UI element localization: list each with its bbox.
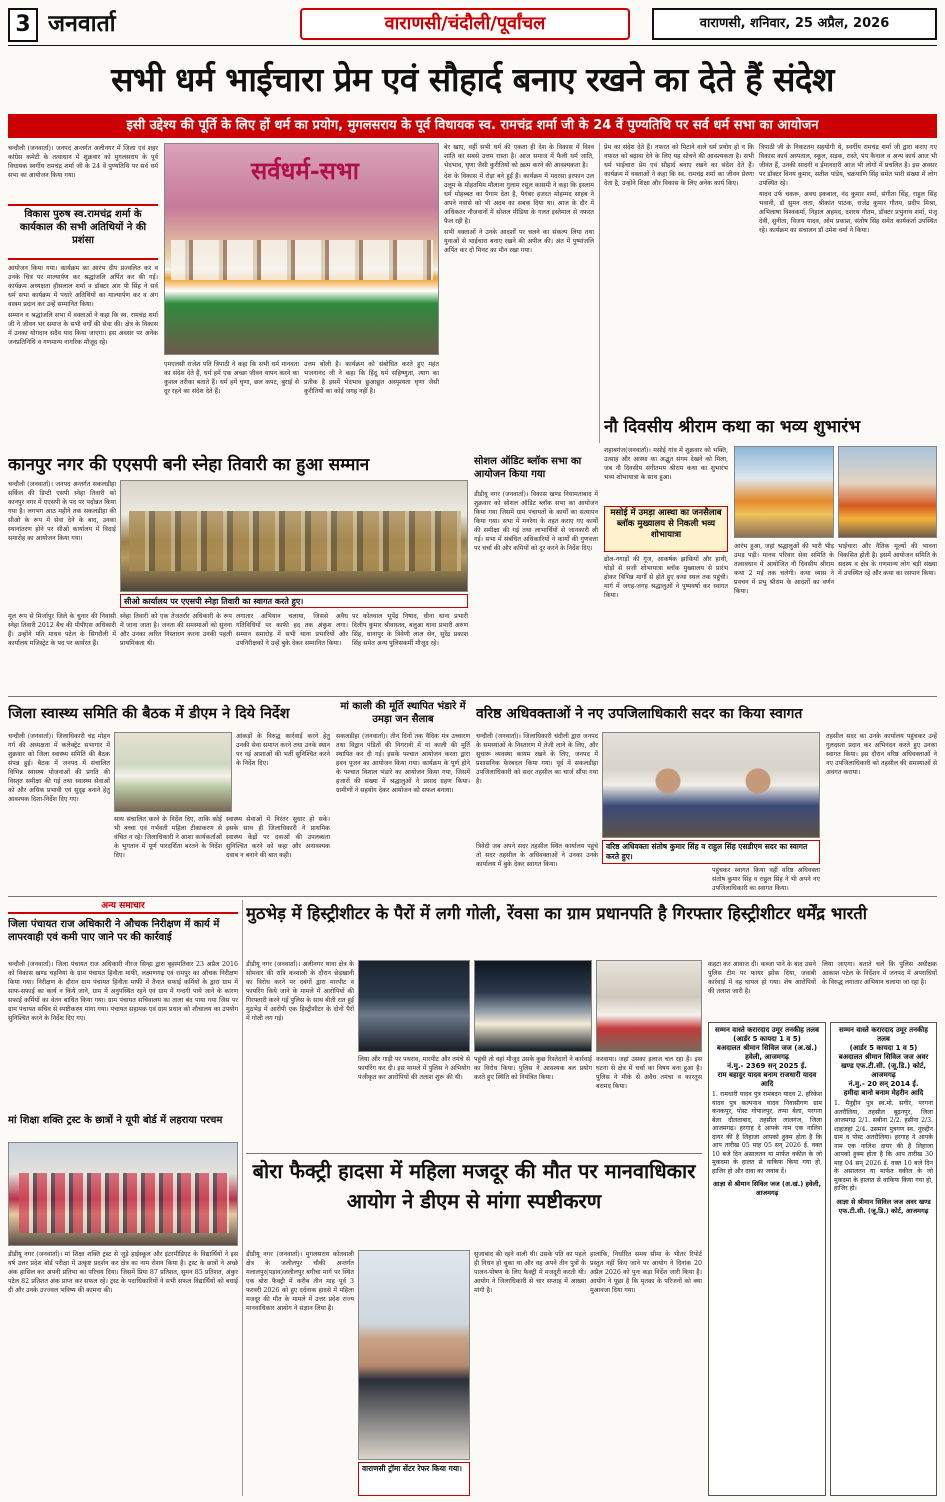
health-para-4: स्वास्थ्य सेवाओं में निरंतर सुधार हो सके। इसके साथ ही जिलाधिकारी ने प्राथमिक स्वास्थ्य केंद्रों पर दवाओं की उपलब्धता सुनिश्चित करने को कहा और अनावश्यक दवाब न बनाने की बात कही।	[226, 816, 330, 859]
lead-para-7: प्रेम का संदेश देते हैं। नफरत को मिटाने वाले धर्म प्रयोग हो न कि नफरत को बढ़ावा देने के लिए यह सोचने की आवश्यकता है। सभी धर्म भाईचारा प्रेम एवं सौहार्द बनाए रखने का संदेश देते हैं। कार्यक्रम में वक्ताओं ने कहा कि स्व. रामचंद्र शर्मा का जीवन प्रेरणा देता है, उन्होंने शिक्षा और विकास के लिए अनेक कार्य किए।	[604, 144, 754, 187]
lead-body-col5	[604, 143, 754, 408]
sneha-para-4: लगातार अभियान चलाया, जिससे अवैध गतिविधियों पर काफी हद तक अंकुश लगा। सम्मान समारोह में सभी थाना प्रभारियों और उपनिरीक्षकों ने उन्हें बुके देकर सम्मानित किया।	[236, 613, 348, 647]
divider-lead-audit	[599, 143, 600, 443]
katha-headline: नौ दिवसीय श्रीराम कथा का भव्य शुभारंभ	[604, 417, 861, 437]
audit-headline: सोशल ऑडिट ब्लॉक सभा का आयोजन किया गया	[474, 456, 582, 480]
sneha-para-3: स्नेहा तिवारी को एक तेजतर्रार अधिकारी के रूप में जाना जाता है। जनता की समस्याओं को सुनना और उनका त्वरित निस्तारण करना उनकी पहली प्राथमिकता थी।	[120, 613, 232, 647]
notice-2-sign: आज्ञा से श्रीमान सिविल जज अवर खण्ड एफ.टी.सी. (जू.डि.) कोर्ट, आजमगढ़	[836, 1197, 931, 1215]
health-body-1	[8, 732, 110, 892]
lead-photo-banner: सर्वधर्म-सभा	[251, 156, 359, 185]
notice-2-courtb: बअदालत श्रीमान सिविल जज अवर खण्ड एफ.टी.सी. (जू.डि.) कोर्ट, आजमगढ़	[838, 1053, 929, 1079]
katha-para-4: भाईचारा और नैतिक मूल्यों की भावना विकसित होती है। इसमें आयोजन समिति के सदस्य व क्षेत्र के गणमान्य लोग बड़ी संख्या में उपस्थित रहे और कथा का रसपान किया।	[838, 543, 937, 577]
sneha-body-2	[8, 612, 116, 692]
notice-1-party: राम बहादुर यादव बनाम राजधारी यादव आदि	[717, 1071, 817, 1088]
advocates-caption: वरिष्ठ अधिवक्ता संतोष कुमार सिंह व राहुल सिंह एसडीएम सदर का स्वागत करते हुए।	[602, 840, 820, 864]
lead-body-col3	[304, 360, 439, 450]
lead-strap: इसी उद्देश्य की पूर्ति के लिए हों धर्म का प्रयोग, मुगलसराय के पूर्व विधायक स्व. रामचंद्र शर्मा जी के 24 वें पुण्यतिथि पर सर्व धर्म सभा का आयोजन	[8, 114, 937, 138]
notice-1-case: नं.मु.- 2369 सन् 2025 ई.	[727, 1062, 807, 1070]
lead-para-6: देश के विकास में रोड़ा बने हुई हैं। कार्यक्रम में मदरसा इरफान उल उलूम के मोहतमिम मौलाना गुलाम रसूल कासमी ने कहा कि इस्लाम धर्म मोहब्बत का पैगाम देता है, पैगंबर हजरत मोहम्मद साहब ने अपने नवासे को भी अदब का सबक दिया था। आज के दौर में अधिकतर नौजवानों में सोशल मीडिया के गलत इस्तेमाल से नफरत फैल रही है।	[444, 173, 594, 225]
briefs-photo	[8, 1142, 238, 1246]
lead-para-1: चन्दौली (जनवार्ता)। जनपद अन्तर्गत अलीनगर में जिला एवं शहर कांग्रेस कमेटी के तत्वाधान में शुक्रवार को मुगलसराय के पूर्व विधायक स्वर्गीय रामचंद्र शर्मा जी के 24 वें पुण्यतिथि पर सर्व धर्म सभा का आयोजन किया गया।	[8, 145, 158, 179]
notice-1-body: 1. रामधारी यादव पुत्र रामबदन यादव 2. हरिकेश यादव पुत्र कल्पनाथ यादव निवासीगण ग्राम कनकपुर, पोस्ट गोपालपुर, तप्पा बेला, परगना बेला दौलताबाद, तहसील लालगंज, जिला आजमगढ़। हरगाह दे आपके नाम एक नालिश दायर की है लिहाजा आपको हुक्म होता है कि आप तारीख 05 माह 05 सन् 2026 ई. वक्त 10 बजे दिन असालतन या मार्फत वकील के जो मुकदमा के हालत से वाकिफ किया गया हो, हाजिर हो और दावा का जवाब दें।	[712, 1091, 822, 1175]
kali-body	[336, 732, 470, 892]
encounter-para-5: कहटा कर आवाज दी। कब्जा पाने के बाद उसने पुलिस टीम पर फायर झोंक दिया, जवाबी कार्रवाई में वह घायल हो गया। शेष आरोपियों की तलाश जारी है।	[708, 961, 816, 995]
encounter-photo-1	[358, 960, 470, 1052]
advocates-para-1: चन्दौली (जनवार्ता)। जिलाधिकारी चंदौली द्वारा जनपद के समस्याओं के निस्तारण में तेजी लाने के लिए, और सुचारू व्यवस्था कायम रखने के लिए, जनपद में प्रशासनिक फेरबदल किया गया। पूर्व में सकलडीहा उपजिलाधिकारी को सदर तहसील का चार्ज सौंपा गया है।	[476, 733, 598, 785]
lead-body-col2	[164, 360, 299, 450]
page-number-box	[8, 8, 38, 42]
briefs-b2-text: डीडीयू नगर (जनवार्ता)। मां शिक्षा शक्ति ट्रस्ट से जुड़े हाईस्कूल और इंटरमीडिएट के विद्यार्थियों ने इस वर्ष उत्तर प्रदेश बोर्ड परीक्षा में उत्कृष्ट प्रदर्शन कर क्षेत्र का नाम रोशन किया है। ट्रस्ट के छात्रों ने अच्छे अंक हासिल कर अपनी प्रतिभा का परिचय दिया। जिसमें प्रिया 87 प्रतिशत, सुमन 85 प्रतिशत, अंकुर पटेल 82 प्रतिशत अंक प्राप्त कर सफल रहे। ट्रस्ट के पदाधिकारियों ने सभी सफल विद्यार्थियों को बधाई दी और उनके उज्ज्वल भविष्य की कामना की।	[8, 1251, 238, 1294]
pullquote-box	[8, 204, 158, 260]
advocates-body-4	[712, 866, 820, 892]
encounter-para-3: पहुंची तो वहां मौजूद उसके कुछ रिश्तेदारों ने कार्रवाई का विरोध किया। पुलिस ने आवश्यक बल प्रयोग करते हुए स्थिति को नियंत्रित किया।	[474, 1056, 592, 1081]
advocates-para-3: तहसील सदर का उनके कार्यालय पहुंचकर उन्हें गुलदस्ता प्रदान कर अभिनंदन करते हुए उनका स्वागत किया। इस दौरान वरिष्ठ अधिवक्ताओं ने नए उपजिलाधिकारी को तहसील की समस्याओं से अवगत कराया।	[826, 733, 937, 776]
katha-body-1	[604, 446, 728, 504]
kali-para: सकलडीहा (जनवार्ता)। तीन दिनों तक वैदिक मंत्र उच्चारण तथा विद्वान पंडितों की निगरानी में मां काली की मूर्ति स्थापित कर दी गई। इसके पश्चात आयोजन करता द्वारा हवन पूजन का आयोजन किया गया। कार्यक्रम के पूर्ण होने के पश्चात विशाल भंडारे का आयोजन किया गया, जिसमें हजारों की संख्या में श्रद्धालुओं ने प्रसाद ग्रहण किया। ग्रामीणों ने सहयोग देकर आयोजन को सफल बनाया।	[336, 733, 470, 794]
encounter-para-6: लिया जाएगा। बताते चलें कि पुलिस अधीक्षक आकाश पटेल के निर्देशन में जनपद में अपराधियों के विरुद्ध लगातार अभियान चलाया जा रहा है।	[822, 961, 937, 986]
encounter-body-3	[474, 1055, 592, 1150]
lead-para-2: आयोजन किया गया। कार्यक्रम का आरंभ दीप प्रज्वलित कर व उनके चित्र पर माल्यार्पण कर श्रद्धांजलि अर्पित कर की गई। कार्यक्रम अध्यक्षता हौसलाल शर्मा व डॉक्टर आर पी सिंह ने सर्व धर्म सभा कार्यक्रम में पधारे अतिथियों का माल्यार्पण कर व अंग वस्त्रम प्रदान कर उन्हें सम्मानित किया।	[8, 265, 158, 308]
briefs-b1	[8, 960, 238, 1110]
sneha-para-1: चन्दौली (जनवार्ता)। जनपद अन्तर्गत सकलडीहा सर्किल की डिप्टी एसपी स्नेहा तिवारी को कानपुर नगर में एएसपी के पद पर पदोन्नत किया गया है। लगभग आठ महीने तक सकलडीहा की सीओ के रूप में सेवा देने के बाद, उनका स्थानांतरण होने पर सीओ कार्यालय में विदाई समारोह का आयोजन किया गया।	[8, 481, 116, 542]
health-body-4	[226, 815, 330, 893]
advocates-body-1	[476, 732, 598, 838]
encounter-body-5	[708, 960, 816, 1018]
health-para-2: आंकड़ों के विरुद्ध कार्रवाई करने हेतु उनकी सेवा समाप्त करने तथा उनके स्थान पर नई आशाओं की भर्ती सुनिश्चित करने के निर्देश दिए।	[236, 733, 330, 767]
section-title: वाराणसी/चंदौली/पूर्वांचल	[300, 8, 630, 40]
notice-2	[830, 1022, 937, 1496]
lead-photo-people	[171, 240, 433, 280]
sneha-para-5: पर कोतवाल भूपेंद्र निषाद, धीना थाना प्रभारी दिलीप कुमार श्रीवास्तव, बलुआ थाना प्रभारी अरुण सिंह, धानापुर के त्रिवेणी लाल सेन, सुरेंद्र प्रकाश सिंह समेत अन्य पुलिसकर्मी मौजूद रहे।	[352, 613, 468, 647]
lead-para-3: एमएलसी राजेश पति त्रिपाठी ने कहा कि सभी धर्म मानवता का संदेश देते हैं, धर्म हमें एक अच्छा जीवन यापन करने का कुशल तरीका बताते हैं। धर्म हमें घृणा, छल कपट, बुराई से दूर रहने का संदेश देते हैं।	[164, 361, 299, 395]
lead-para-9: यादव उर्फ चकरू, अवध इकबाल, नंद कुमार शर्मा, संगीता सिंह, राहुल सिंह भवानी, डॉ सुमन लता, श्रीकांत पाठक, राजेंद्र कुमार गौतम, प्रदीप मिश्रा, अभिलाषा विश्वकर्मा, निहाल अहमद, दशरथ गौतम, डॉक्टर प्रभुनाथ शर्मा, मंजू देवी, सुनीता, विजय यादव, ओम प्रकाश, संतोष सिंह समेत कार्यकर्ता उपस्थित रहे। कार्यक्रम का संचालन डॉ उमेश वर्मा ने किया।	[759, 191, 937, 234]
briefs-label	[8, 900, 238, 914]
encounter-photo-3	[596, 960, 702, 1052]
sneha-caption: सीओ कार्यालय पर एएसपी स्नेहा तिवारी का स्वागत करते हुए।	[120, 594, 468, 608]
bora-photo	[358, 1250, 470, 1460]
sneha-photo-people	[129, 511, 461, 571]
advocates-body-3	[826, 732, 937, 892]
encounter-para-4: करवाया। जहां उसका इलाज चल रहा है। इस घटना से क्षेत्र में चर्चा का विषय बना हुआ है। पुलिस ने मौके से अवैध तमंचा व कारतूस बरामद किया।	[596, 1056, 702, 1090]
lead-para-8: त्रिपाठी जी के निकटतम सहयोगी थे, स्वर्गीय रामचंद्र शर्मा जी द्वारा कराए गए विकास कार्य अस्पताल, स्कूल, सड़क, रास्ते, पंप कैनाल व अन्य कार्य आज भी जीवंत हैं, उनकी सादगी व ईमानदारी आज भी लोगों में प्रचलित है। इस अवसर पर डॉक्टर विनय कुमार, सतीश पांडेय, चक्रपाणि सिंह समेत भारी संख्या में लोग उपस्थित रहे।	[759, 144, 937, 187]
katha-photo-right	[838, 446, 937, 538]
katha-body-2	[604, 555, 728, 650]
katha-body-4	[838, 542, 937, 650]
sneha-body-1	[8, 480, 116, 610]
encounter-photo-2	[474, 960, 592, 1052]
health-photo	[114, 732, 232, 812]
katha-body-3	[734, 542, 834, 650]
briefs-b1-text: चन्दौली (जनवार्ता)। जिला पंचायत राज अधिकारी नीरज सिन्हा द्वारा बृहस्पतिवार 23 अप्रैल 2016 को विकास खण्ड चहनियां के ग्राम पंचायत हिनौता माफी, लक्ष्मणगढ़ एवं रामपुर का औचक निरीक्षण किया गया। निरीक्षण के दौरान ग्राम पंचायत हिनौता माफी में तैनात सफाई कर्मियों के द्वारा ग्राम में साफ-सफाई का कार्य न किये जाने, ग्राम में अनुपस्थित रहने एवं ग्राम में गन्दगी पाये जाने के कारण सफाई कर्मियों का वेतन बाधित किया गया। ग्राम पंचायत सचिवालय का ताला बंद पाया गया जिस पर ग्राम पंचायत सचिव से स्पष्टीकरण मांगा गया। पंचायत सहायक एवं ग्राम प्रधान को शौचालय का उपयोग सुनिश्चित करने के निर्देश दिए गए।	[8, 961, 238, 1022]
bora-body-1	[246, 1250, 354, 1496]
masthead-rule	[8, 45, 937, 46]
bora-body-3	[590, 1250, 702, 1496]
katha-box	[604, 506, 728, 552]
briefs-label-text: अन्य समाचार	[101, 901, 145, 911]
advocates-para-4: पहुंचकर स्वागत किया वहीं वरिष्ठ अधिवक्ता संतोष कुमार सिंह व राहुल सिंह ने भी अपने नए उपजिलाधिकारी का स्वागत किया।	[712, 867, 820, 892]
encounter-body-2	[358, 1055, 470, 1150]
health-para-3: साथ संचालित करने के निर्देश दिए, ताकि कोई भी बच्चा एवं गर्भवती महिला टीकाकरण से वंचित न रहे। जिलाधिकारी ने आशा कार्यकर्ताओं के भुगतान में पूर्ण पारदर्शिता बरतने के निर्देश दिए।	[114, 816, 222, 859]
sneha-body-4	[236, 612, 348, 692]
briefs-h2: मां शिक्षा शक्ति ट्रस्ट के छात्रों ने यूपी बोर्ड में लहराया परचम	[8, 1115, 223, 1126]
rule-bora	[246, 1153, 702, 1154]
divider-briefs	[242, 900, 243, 1496]
lead-para-6b: सभी वक्ताओं ने उनके आदर्शों पर चलने का संकल्प लिया तथा युवाओं से भाईचारा बनाए रखने की अपील की। अंत में पुष्पांजलि अर्पित कर दो मिनट का मौन रखा गया।	[444, 229, 594, 254]
notice-2-party: हमीदा बानो बनाम मेहरीन आदि	[843, 1089, 924, 1097]
katha-para-3: आरंभ हुआ, जहां श्रद्धालुओं की भारी भीड़ उमड़ पड़ी। मानस परिवार सेवा समिति के तत्वावधान में आयोजित नौ दिवसीय श्रीराम कथा 2 मई तक चलेगी। कथा व्यास ने प्रवचन में प्रभु श्रीराम के आदर्शों का वर्णन किया।	[734, 543, 834, 595]
sneha-para-2: मूल रूप से मिर्जापुर जिले के चुनार की निवासी स्नेहा तिवारी 2012 बैच की पीपीएस अधिकारी हैं। उन्होंने पति माधव पटेल के सिगरौली में कार्यालय मजिस्ट्रेट के पद पर कार्यरत हैं।	[8, 613, 116, 647]
notice-2-case: नं.मु.- 20 सन् 2014 ई.	[848, 1080, 919, 1088]
lead-body-col6	[759, 143, 937, 408]
encounter-body-1	[246, 960, 354, 1150]
sneha-body-5	[352, 612, 468, 692]
advocates-photo-people	[623, 753, 803, 833]
notice-1-rule: (आर्डर 5 कायदा 1 व 5)	[733, 1035, 801, 1043]
lead-photo	[164, 143, 439, 355]
lead-para-2b: सम्मान व श्रद्धांजलि सभा में वक्ताओं ने कहा कि स्व. रामचंद्र शर्मा जी ने जीवन भर समाज के सभी वर्गों की सेवा की। क्षेत्र के विकास में उनका योगदान सदैव याद किया जाएगा। इस अवसर पर अनेक जनप्रतिनिधि व गणमान्य नागरिक मौजूद रहे।	[8, 312, 158, 346]
sneha-headline: कानपुर नगर की एएसपी बनी स्नेहा तिवारी का हुआ सम्मान	[8, 455, 370, 475]
katha-para-2: ढोल-नगाड़ों की गूंज, आकर्षक झांकियों और हाथी, घोड़ों से सजी शोभायात्रा ब्लॉक मुख्यालय से प्रारंभ होकर विभिन्न मार्गों से होते हुए कथा स्थल तक पहुंची। मार्ग में जगह-जगह श्रद्धालुओं ने पुष्पवर्षा कर स्वागत किया।	[604, 556, 728, 599]
briefs-photo-people	[19, 1173, 229, 1233]
health-headline: जिला स्वास्थ्य समिति की बैठक में डीएम ने दिये निर्देश	[8, 706, 290, 722]
notice-1-sign: आज्ञा से श्रीमान सिविल जज (अ.खं.) हवेली, आजमगढ़	[712, 1180, 822, 1197]
notice-2-court: सम्मन वास्ते करारदाद उमूर तनकीह तलब	[839, 1026, 928, 1043]
lead-body-col1b	[8, 264, 158, 450]
notice-1-court: सम्मन वास्ते करारदाद उमूर तनकीह तलब	[714, 1026, 820, 1034]
kali-headline: मां काली की मूर्ति स्थापित भंडारे में उमड़ा जन सैलाब	[340, 701, 466, 725]
bora-para-3: हालांकि, निर्धारित समय सीमा के भीतर रिपोर्ट प्रस्तुत नहीं किए जाने पर आयोग ने दिनांक 20 अप्रैल 2026 को पुनः कड़ा निर्देश जारी किया है। आयोग ने पूछा है कि मृतका के परिजनों को क्या मुआवजा दिया गया।	[590, 1251, 702, 1294]
encounter-para-2: लिया और गाड़ी पर पथराव, मारपीट और तमंचे से फायरिंग कर दी। इस मामले में पुलिस ने अभियोग पंजीकृत कर आरोपियों की तलाश शुरू की थी।	[358, 1056, 470, 1081]
lead-headline: सभी धर्म भाईचारा प्रेम एवं सौहार्द बनाए रखने का देते हैं संदेश	[111, 60, 834, 99]
dateline: वाराणसी, शनिवार, 25 अप्रैल, 2026	[652, 8, 937, 40]
notice-2-rule: (आर्डर 5 कायदा 1 व 5)	[849, 1044, 918, 1052]
bora-headline: बोरा फैक्ट्री हादसा में महिला मजदूर की मौत पर मानवाधिकार आयोग ने डीएम से मांगा स्पष्टीकरण	[252, 1159, 696, 1213]
rule-lower	[8, 896, 937, 897]
katha-box-text: मसोई में उमड़ा आस्था का जनसैलाब ब्लॉक मुख्यालय से निकली भव्य शोभायात्रा	[610, 508, 722, 540]
lead-body-col1	[8, 144, 158, 202]
katha-para-1: शहाबगंज(जनवार्ता)। मसोई गांव में शुक्रवार को भक्ति, उत्साह और आस्था का अद्भुत संगम देखने को मिला, जब नौ दिवसीय संगीतमय श्रीराम कथा का शुभारंभ भव्य शोभायात्रा के साथ हुआ।	[604, 447, 728, 481]
paper-name: जनवार्ता	[48, 11, 116, 37]
lead-para-4: उत्तम बोली है। कार्यक्रम को संबोधित करते हुए महंत भजनानंद जी ने कहा कि हिंदू धर्म सहिष्णुता, त्याग का प्रतीक है इसमें भेदभाव छुआछूत अस्पृश्यता घृणा जैसी कुरीतियों का कोई जगह नहीं है।	[304, 361, 439, 395]
advocates-headline: वरिष्ठ अधिवक्ताओं ने नए उपजिलाधिकारी सदर का किया स्वागत	[476, 706, 803, 722]
advocates-para-2: त्रिवेदी जब अपने सदर तहसील स्थित कार्यालय पहुंचे तो सदर तहसील के अधिवक्ताओं ने उनका उनके कार्यालय में बुके देकर स्वागत किया।	[476, 843, 598, 868]
notice-2-body: 1. मैनुद्दीन पुत्र स्व.मो. सगीर, परगना अतरौलिया, तहसील बूढ़नपुर, जिला आजमगढ़ 2/1. सबीना 2/2. हसीना 2/3. शाहजहां 2/4. उसमान पुत्रगण स्व. नूरुद्दीन ग्राम व पोस्ट अतरौलिया। हरगाह ने आपके नाम एक नालिश दायर की है लिहाजा आपको हुक्म होता है कि आप तारीख 30 माह 04 सन् 2026 ई. वक्त 10 बजे दिन के असालतन या मार्फत वकील के जो मुकदमा के हालात से वाकिफ किया गया हो, हाजिर हो।	[834, 1100, 933, 1192]
encounter-body-4	[596, 1055, 702, 1150]
lead-para-5: बेर खाए, वहीं सभी धर्म की एकता ही देश के विकास में विश्व शांति का सबसे उत्तम रास्ता है। आज समाज में फैली धर्म जाति, भेदभाव, घृणा जैसी कुरीतियों को ख़त्म करने की आवश्यकता है।	[444, 144, 594, 169]
briefs-b2	[8, 1250, 238, 1496]
bora-caption: वाराणसी ट्रॉमा सेंटर रेफर किया गया।	[358, 1462, 470, 1496]
audit-body	[474, 490, 598, 648]
lead-body-col4	[444, 143, 594, 450]
advocates-photo	[602, 732, 820, 838]
audit-para: डीडीयू नगर (जनवार्ता)। विकास खण्ड नियामताबाद में शुक्रवार को सोशल ऑडिट ब्लॉक सभा का आयोजन किया गया जिसमें ग्राम पंचायतों के कार्यों का सत्यापन किया गया। सभा में मनरेगा के तहत कराए गए कार्यों की समीक्षा की गई तथा लाभार्थियों से जानकारी ली गई। सभा में संबंधित अधिकारियों ने कार्यों की गुणवत्ता पर चर्चा की और कमियों को दूर करने के निर्देश दिए।	[474, 491, 598, 552]
bora-para-2: सुजाबाद की रहने वाली थी। उसके पति का पहले ही निधन हो चुका था और वह अपने तीन पुत्रों के पालन-पोषण के लिए फैक्ट्री में मजदूरी करती थी। आयोग ने जिलाधिकारी से चार सप्ताह में आख्या मांगी है।	[474, 1251, 586, 1294]
sneha-body-3	[120, 612, 232, 692]
pullquote-text: विकास पुरुष स्व.रामचंद्र शर्मा के कार्यकाल की सभी अतिथियों ने की प्रशंसा	[19, 209, 147, 246]
notice-1	[708, 1022, 826, 1496]
briefs-h1: जिला पंचायत राज अधिकारी ने औचक निरीक्षण में कार्य में लापरवाही एवं कमी पाए जाने पर की कार्रवाई	[8, 919, 220, 943]
katha-photo-left	[734, 446, 834, 538]
encounter-para-1: डीडीयू नगर (जनवार्ता)। अलीनगर थाना क्षेत्र के सोमवार की रात्रि कव्वाली के दौरान छेड़खानी का विरोध करने पर दबंगों द्वारा मारपीट व फायरिंग किये जाने के मामले में आरोपियों की गिरफ्तारी करने गई पुलिस के साथ बीती रात हुई मुठभेड़ में आरोपी एक हिस्ट्रीशीटर के दोनों पैरों में गोली लग गई।	[246, 961, 354, 1022]
page-number: 3	[15, 12, 31, 37]
bora-body-2	[474, 1250, 586, 1496]
advocates-body-2	[476, 842, 598, 892]
sneha-photo	[120, 480, 468, 592]
masthead	[0, 0, 945, 46]
notice-1-courtb: बअदालत श्रीमान सिविल जज (अ.खं.) हवेली, आजमगढ़	[716, 1044, 818, 1061]
encounter-body-6	[822, 960, 937, 1018]
encounter-headline: मुठभेड़ में हिस्ट्रीशीटर के पैरों में लगी गोली, रेंवसा का ग्राम प्रधानपति है गिरफ्तार हिस्ट्रीशीटर धर्मेंद्र भारती	[246, 904, 868, 923]
rule-mid	[8, 696, 937, 697]
health-body-2	[236, 732, 330, 812]
health-body-3	[114, 815, 222, 893]
health-para-1: चन्दौली (जनवार्ता)। जिलाधिकारी चंद्र मोहन गर्ग की अध्यक्षता में कलेक्ट्रेट सभागार में शुक्रवार को जिला स्वास्थ्य समिति की बैठक संपन्न हुई। बैठक में जनपद में संचालित विभिन्न स्वास्थ्य योजनाओं की प्रगति की विस्तृत समीक्षा की गई तथा स्वास्थ्य सेवाओं को और अधिक प्रभावी एवं सुदृढ़ बनाने हेतु आवश्यक दिशा-निर्देश दिए गए।	[8, 733, 110, 803]
bora-para-1: डीडीयू नगर (जनवार्ता)। मुगलसराय कोतवाली क्षेत्र के जलीलपुर चौकी अन्तर्गत मलालपुर(पड़ाव)जलीलपुर बगीचा मार्ग पर स्थित एक बोरा फैक्ट्री में करीब तीन माह पूर्व 3 फरवरी 2026 को हुए दर्दनाक हादसे में महिला मजदूर की मौत के मामले में उत्तर प्रदेश राज्य मानवाधिकार आयोग ने संज्ञान लिया है।	[246, 1251, 354, 1312]
